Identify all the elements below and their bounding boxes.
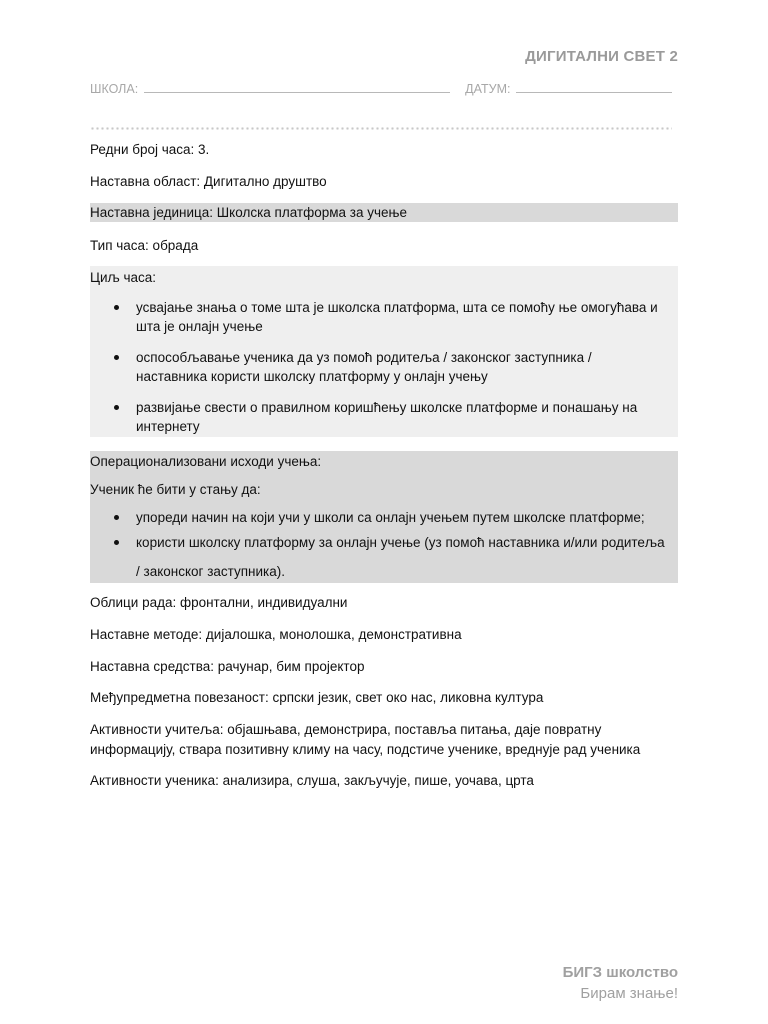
- school-line: [144, 80, 450, 93]
- goal-list: [114, 298, 678, 436]
- publisher-logo-text: БИГЗ школство: [562, 964, 678, 981]
- list-item: користи школску платформу за онлајн учење (уз помоћ наставника и/или родитеља / законског заступника).: [114, 533, 678, 581]
- teaching-methods: Наставне методе: дијалошка, монолошка, демонстративна: [90, 627, 462, 642]
- document-title: ДИГИТАЛНИ СВЕТ 2: [525, 48, 678, 65]
- publisher-slogan: Бирам знање!: [580, 985, 678, 1002]
- lesson-type: Тип часа: обрада: [90, 238, 199, 253]
- lesson-unit: Наставна јединица: Школска платформа за учење: [90, 203, 678, 222]
- lesson-number: Редни број часа: 3.: [90, 142, 210, 157]
- date-label: ДАТУМ:: [465, 82, 511, 96]
- school-label: ШКОЛА:: [90, 82, 139, 96]
- outcomes-section: [90, 451, 678, 583]
- outcomes-intro: Ученик ће бити у стању да:: [90, 482, 261, 497]
- goal-section: [90, 266, 678, 437]
- list-item: усвајање знања о томе шта је школска платформа, шта се помоћу ње омогућава и шта је онлајн учење: [114, 298, 678, 336]
- dotted-separator: [90, 127, 672, 130]
- teacher-activities-line-2: информацију, ствара позитивну климу на часу, подстиче ученике, вреднује рад ученика: [90, 742, 641, 757]
- lesson-area: Наставна област: Дигитално друштво: [90, 174, 327, 189]
- teacher-activities-line-1: Активности учитеља: објашњава, демонстрира, поставља питања, даје повратну: [90, 722, 602, 737]
- cross-curricular: Међупредметна повезаност: српски језик, свет око нас, ликовна култура: [90, 690, 544, 705]
- list-item: развијање свести о правилном коришћењу школске платформе и понашању на интернету: [114, 398, 678, 436]
- goal-title: Циљ часа:: [90, 270, 157, 285]
- header-fields: [90, 80, 678, 96]
- outcomes-list: [114, 508, 678, 581]
- list-item: оспособљавање ученика да уз помоћ родитеља / законског заступника / наставника користи школску платформу у онлајн учењу: [114, 348, 678, 386]
- lesson-plan-page: [90, 0, 678, 1024]
- teaching-tools: Наставна средства: рачунар, бим пројектор: [90, 659, 365, 674]
- work-forms: Облици рада: фронтални, индивидуални: [90, 595, 348, 610]
- list-item: упореди начин на који учи у школи са онлајн учењем путем школске платформе;: [114, 508, 678, 527]
- outcomes-title: Операционализовани исходи учења:: [90, 454, 322, 469]
- date-line: [516, 80, 672, 93]
- student-activities: Активности ученика: анализира, слуша, закључује, пише, уочава, црта: [90, 773, 534, 788]
